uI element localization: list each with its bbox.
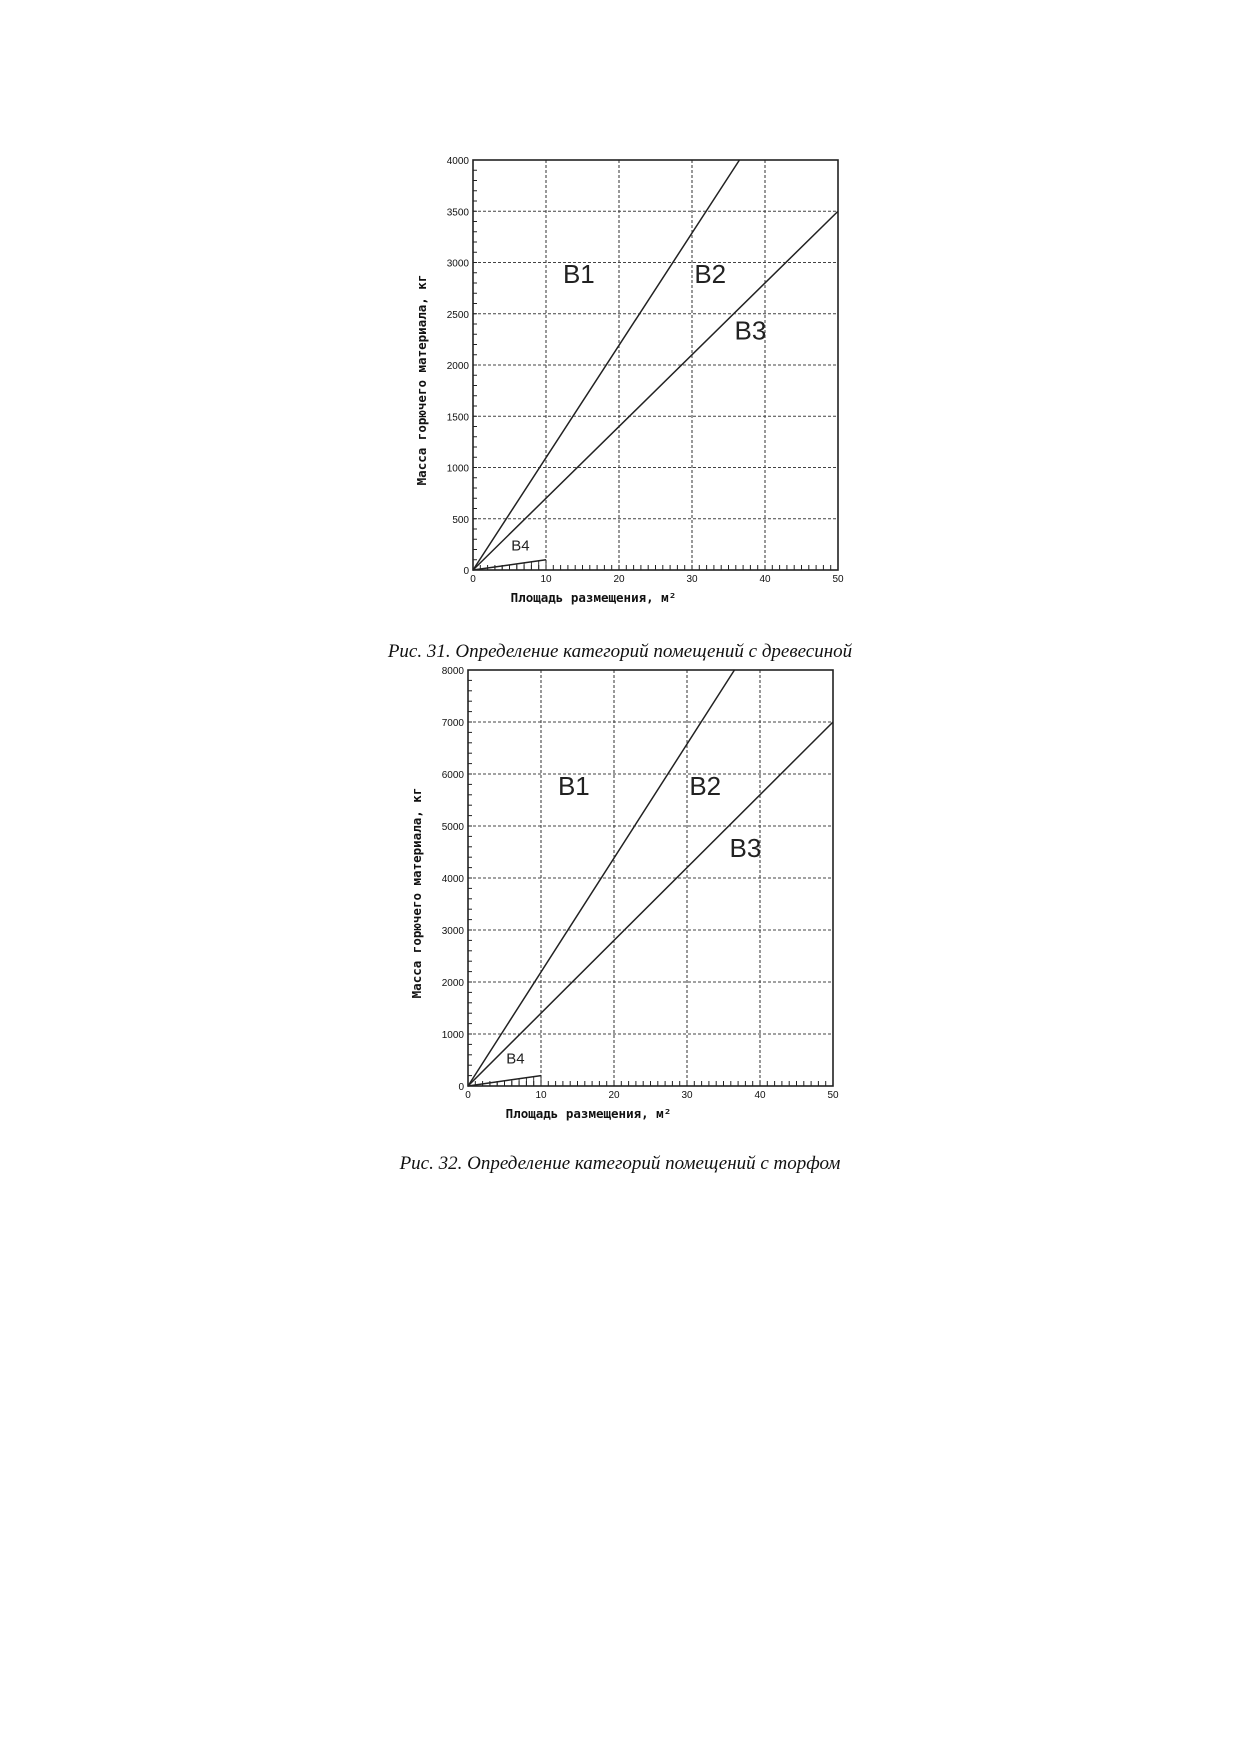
y-tick-label: 2000 — [441, 978, 464, 989]
y-tick-label: 0 — [458, 1082, 464, 1093]
chart-peat — [400, 658, 870, 1138]
y-tick-label: 4000 — [446, 156, 469, 167]
region-label-b2: B2 — [694, 259, 727, 289]
y-tick-label: 1500 — [446, 412, 469, 424]
series-line-2 — [473, 211, 838, 570]
x-tick-label: 30 — [686, 574, 698, 585]
x-tick-label: 30 — [681, 1090, 693, 1101]
x-tick-label: 0 — [465, 1090, 471, 1101]
caption-fig31: Рис. 31. Определение категорий помещений с древесиной — [387, 641, 853, 662]
region-label-b3: B3 — [734, 315, 767, 346]
x-tick-label: 40 — [754, 1090, 766, 1101]
y-tick-label: 3500 — [446, 207, 469, 219]
y-tick-label: 8000 — [441, 666, 464, 677]
x-tick-label: 0 — [470, 574, 476, 585]
y-tick-label: 2500 — [446, 309, 469, 321]
y-tick-label: 0 — [463, 566, 469, 577]
x-tick-label: 50 — [832, 574, 844, 585]
y-tick-label: 1000 — [446, 463, 469, 475]
y-tick-label: 3000 — [446, 258, 469, 270]
region-label-b4: B4 — [511, 537, 530, 555]
y-tick-label: 6000 — [441, 770, 464, 781]
y-tick-label: 3000 — [441, 926, 464, 937]
y-tick-label: 500 — [452, 514, 469, 526]
region-label-b4: B4 — [506, 1050, 525, 1068]
region-label-b2: B2 — [689, 770, 722, 801]
series-line-2 — [468, 722, 833, 1086]
region-label-b3: B3 — [729, 833, 762, 864]
caption-fig32: Рис. 32. Определение категорий помещений с торфом — [399, 1153, 841, 1174]
chart-wood — [400, 148, 870, 628]
x-axis-label: Площадь размещения, м² — [510, 590, 677, 605]
x-tick-label: 20 — [613, 574, 625, 585]
x-axis-label: Площадь размещения, м² — [505, 1106, 672, 1121]
region-label-b1: B1 — [557, 770, 590, 801]
y-tick-label: 4000 — [441, 874, 464, 885]
y-tick-label: 2000 — [446, 361, 469, 372]
x-tick-label: 10 — [535, 1090, 547, 1101]
region-label-b1: B1 — [562, 259, 595, 289]
x-tick-label: 20 — [608, 1090, 620, 1101]
y-axis-label: Масса горючего материала, кг — [414, 274, 429, 486]
y-tick-label: 7000 — [441, 718, 464, 729]
x-tick-label: 50 — [827, 1090, 839, 1101]
y-axis-label: Масса горючего материала, кг — [409, 787, 424, 999]
y-tick-label: 5000 — [441, 822, 464, 833]
x-tick-label: 10 — [540, 574, 552, 585]
x-tick-label: 40 — [759, 574, 771, 585]
y-tick-label: 1000 — [441, 1030, 464, 1041]
